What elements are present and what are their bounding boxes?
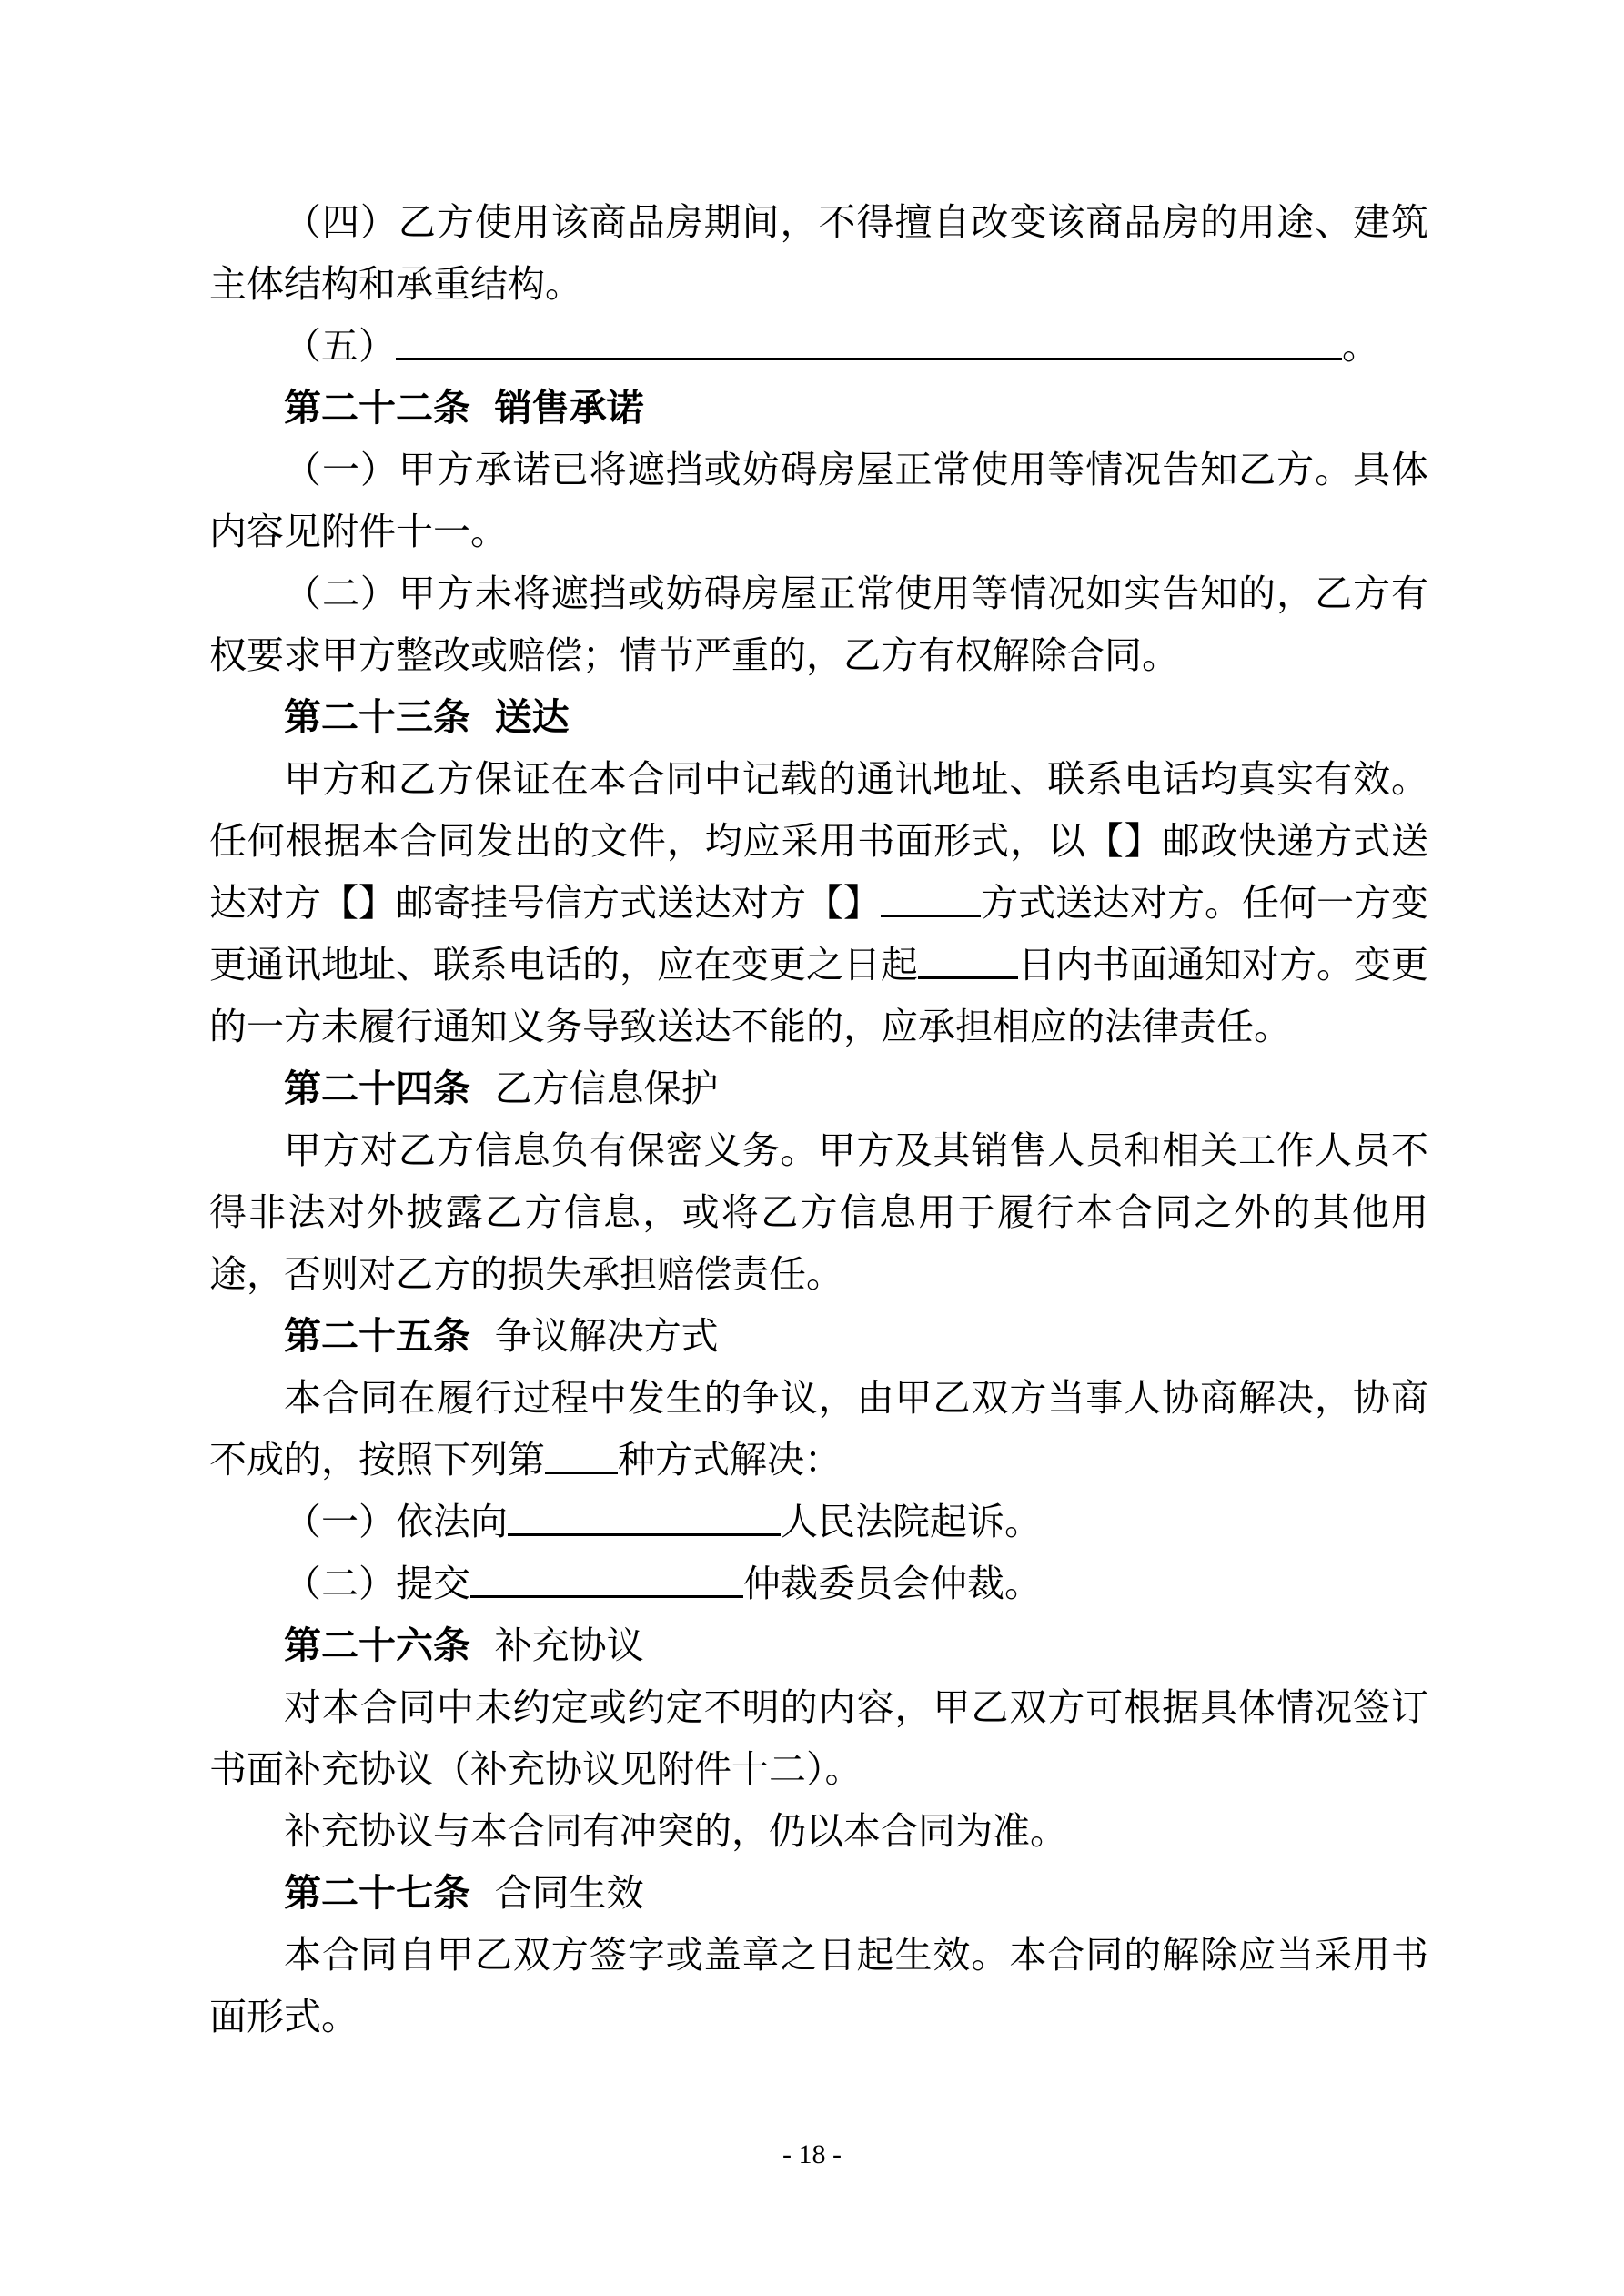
clause-title: 销售承诺 (494, 387, 644, 429)
paragraph (209, 1553, 1428, 1614)
contract-body (209, 191, 1428, 2048)
text-run: 。 (1342, 325, 1379, 367)
clause-number: 第二十二条 (284, 387, 470, 429)
text-run: 种方式解决： (618, 1439, 842, 1481)
clause-heading (209, 1305, 1428, 1367)
clause-title: 乙方信息保护 (494, 1067, 719, 1109)
clause-number: 第二十六条 (284, 1624, 470, 1666)
paragraph (209, 748, 1428, 1057)
paragraph (209, 1367, 1428, 1491)
text-run: 日内书面通知对方。变更的一方未履行通知义务导致送达不能的，应承担相应的法律责任。 (209, 944, 1428, 1047)
blank-underline (545, 1472, 618, 1474)
paragraph (209, 1676, 1428, 1800)
paragraph (209, 1119, 1428, 1305)
paragraph (209, 1491, 1428, 1553)
paragraph (209, 315, 1428, 377)
text-run: （五） (284, 325, 396, 367)
blank-underline (918, 976, 1018, 979)
blank-underline (881, 915, 981, 917)
clause-title: 争议解决方式 (494, 1315, 719, 1357)
clause-number: 第二十五条 (284, 1315, 470, 1357)
text-run: （一）依法向 (284, 1501, 508, 1542)
text-run: 甲方和乙方保证在本合同中记载的通讯地址、联系电话均真实有效。任何根据本合同发出的文件，均应采用书面形式，以【】邮政快递方式送达对方【】邮寄挂号信方式送达对方【】 (209, 758, 1428, 924)
text-run: （二）甲方未将遮挡或妨碍房屋正常使用等情况如实告知的，乙方有权要求甲方整改或赔偿；情节严重的，乙方有权解除合同。 (209, 572, 1428, 676)
page-number: - 18 - (782, 2139, 842, 2170)
text-run: 人民法院起诉。 (781, 1501, 1042, 1542)
clause-title: 补充协议 (494, 1624, 644, 1666)
paragraph (209, 439, 1428, 562)
text-run: （二）提交 (284, 1563, 470, 1604)
clause-heading (209, 686, 1428, 748)
blank-underline (470, 1595, 743, 1598)
text-run: （四）乙方使用该商品房期间，不得擅自改变该商品房的用途、建筑主体结构和承重结构。 (209, 201, 1428, 305)
clause-heading (209, 377, 1428, 439)
paragraph (209, 191, 1428, 315)
text-run: 仲裁委员会仲裁。 (743, 1563, 1042, 1604)
paragraph (209, 1800, 1428, 1862)
clause-title: 合同生效 (494, 1872, 644, 1914)
clause-heading (209, 1862, 1428, 1924)
blank-underline (508, 1533, 781, 1536)
text-run: 方式送达对方。任何一方变更通讯地址、联系电话的，应在变更之日起 (209, 882, 1428, 986)
clause-heading (209, 1614, 1428, 1676)
clause-number: 第二十四条 (284, 1067, 470, 1109)
blank-underline (396, 358, 1342, 360)
clause-heading (209, 1057, 1428, 1119)
text-run: 本合同自甲乙双方签字或盖章之日起生效。本合同的解除应当采用书面形式。 (209, 1934, 1428, 2038)
paragraph (209, 1924, 1428, 2048)
text-run: （一）甲方承诺已将遮挡或妨碍房屋正常使用等情况告知乙方。具体内容见附件十一。 (209, 449, 1428, 552)
text-run: 本合同在履行过程中发生的争议，由甲乙双方当事人协商解决，协商不成的，按照下列第 (209, 1377, 1428, 1481)
clause-number: 第二十七条 (284, 1872, 470, 1914)
clause-title: 送达 (494, 696, 570, 738)
clause-number: 第二十三条 (284, 696, 470, 738)
text-run: 甲方对乙方信息负有保密义务。甲方及其销售人员和相关工作人员不得非法对外披露乙方信息，或将乙方信息用于履行本合同之外的其他用途，否则对乙方的损失承担赔偿责任。 (209, 1129, 1428, 1295)
paragraph (209, 562, 1428, 686)
text-run: 对本合同中未约定或约定不明的内容，甲乙双方可根据具体情况签订书面补充协议（补充协议见附件十二）。 (209, 1686, 1428, 1790)
text-run: 补充协议与本合同有冲突的，仍以本合同为准。 (284, 1810, 1067, 1852)
